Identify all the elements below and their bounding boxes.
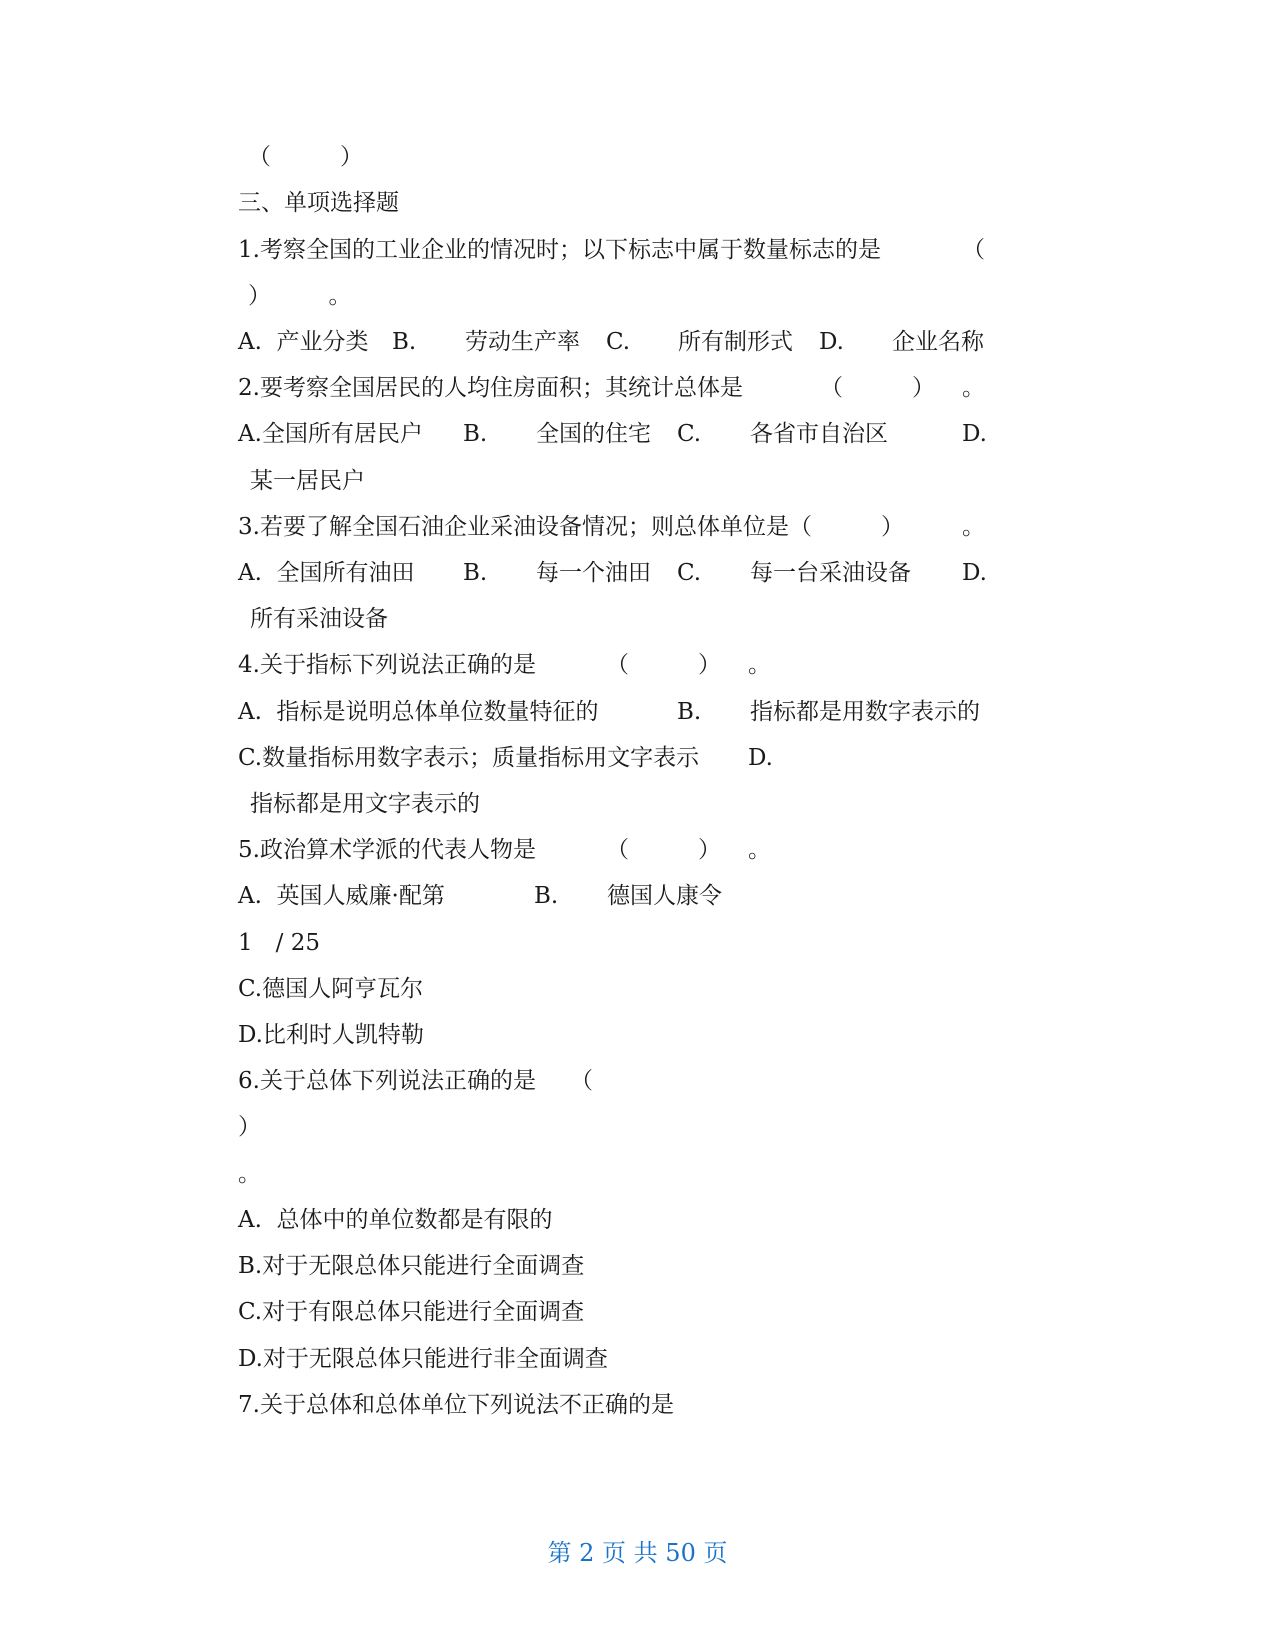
question-5-option-b-letter: B. xyxy=(534,883,559,909)
question-3-option-d-letter: D. xyxy=(962,560,987,586)
question-5-paren: （ ） xyxy=(606,837,721,863)
question-1-paren-open: （ xyxy=(962,237,985,263)
question-5-option-a: A. 英国人威廉·配第 xyxy=(238,883,445,909)
question-3-option-b-text: 每一个油田 xyxy=(536,560,651,586)
question-3-option-c-letter: C. xyxy=(677,560,702,586)
question-2-stem: 2.要考察全国居民的人均住房面积；其统计总体是 xyxy=(238,375,743,401)
question-4-option-d-letter: D. xyxy=(748,745,773,771)
question-7-stem: 7.关于总体和总体单位下列说法不正确的是 xyxy=(238,1392,674,1418)
question-2-option-c-letter: C. xyxy=(677,421,702,447)
question-5-stem: 5.政治算术学派的代表人物是 xyxy=(238,837,536,863)
question-3-option-b-letter: B. xyxy=(463,560,488,586)
question-4-option-d-text: 指标都是用文字表示的 xyxy=(250,791,480,817)
question-1-option-b-letter: B. xyxy=(392,329,417,355)
question-2-paren: （ ） xyxy=(820,375,935,401)
question-4-period: 。 xyxy=(748,652,771,678)
question-6-option-d: D.对于无限总体只能进行非全面调查 xyxy=(238,1346,608,1372)
question-4-stem: 4.关于指标下列说法正确的是 xyxy=(238,652,536,678)
question-6-paren-open: （ xyxy=(570,1068,593,1094)
question-1-paren-close: ） 。 xyxy=(248,283,352,309)
question-6-stem: 6.关于总体下列说法正确的是 xyxy=(238,1068,536,1094)
question-5-option-d: D.比利时人凯特勒 xyxy=(238,1022,424,1048)
question-6-option-c: C.对于有限总体只能进行全面调查 xyxy=(238,1299,585,1325)
question-3-period: 。 xyxy=(962,514,985,540)
question-4-option-b-text: 指标都是用数字表示的 xyxy=(750,699,980,725)
question-1-option-b-text: 劳动生产率 xyxy=(465,329,580,355)
question-5-option-c: C.德国人阿亨瓦尔 xyxy=(238,976,424,1002)
question-5-period: 。 xyxy=(748,837,771,863)
question-2-period: 。 xyxy=(962,375,985,401)
question-4-option-a: A. 指标是说明总体单位数量特征的 xyxy=(238,699,599,725)
question-4-option-c: C.数量指标用数字表示；质量指标用文字表示 xyxy=(238,745,700,771)
question-1-option-a: A. 产业分类 xyxy=(238,329,369,355)
question-1-option-c-text: 所有制形式 xyxy=(678,329,793,355)
page-footer: 第 2 页 共 50 页 xyxy=(547,1539,728,1567)
question-6-period: 。 xyxy=(238,1161,261,1187)
question-6-option-a: A. 总体中的单位数都是有限的 xyxy=(238,1207,553,1233)
section-title: 三、单项选择题 xyxy=(238,190,399,216)
question-4-option-b-letter: B. xyxy=(677,699,702,725)
question-1-option-d-text: 企业名称 xyxy=(892,329,984,355)
question-6-option-b: B.对于无限总体只能进行全面调查 xyxy=(238,1253,585,1279)
question-3-option-c-text: 每一台采油设备 xyxy=(750,560,911,586)
question-3-stem: 3.若要了解全国石油企业采油设备情况；则总体单位是（ ） xyxy=(238,514,904,540)
question-3-option-d-text: 所有采油设备 xyxy=(250,606,388,632)
question-2-option-a: A.全国所有居民户 xyxy=(238,421,423,447)
question-4-paren: （ ） xyxy=(606,652,721,678)
inline-page-marker: 1 / 25 xyxy=(238,930,320,956)
top-paren: （ ） xyxy=(248,144,363,170)
question-1-option-c-letter: C. xyxy=(606,329,631,355)
question-2-option-d-letter: D. xyxy=(962,421,987,447)
question-2-option-b-text: 全国的住宅 xyxy=(536,421,651,447)
question-6-paren-close: ） xyxy=(238,1114,261,1140)
question-2-option-d-text: 某一居民户 xyxy=(250,468,365,494)
question-2-option-b-letter: B. xyxy=(463,421,488,447)
question-3-option-a: A. 全国所有油田 xyxy=(238,560,415,586)
question-5-option-b-text: 德国人康令 xyxy=(607,883,722,909)
question-1-option-d-letter: D. xyxy=(819,329,844,355)
question-1-stem: 1.考察全国的工业企业的情况时；以下标志中属于数量标志的是 xyxy=(238,237,881,263)
question-2-option-c-text: 各省市自治区 xyxy=(750,421,888,447)
